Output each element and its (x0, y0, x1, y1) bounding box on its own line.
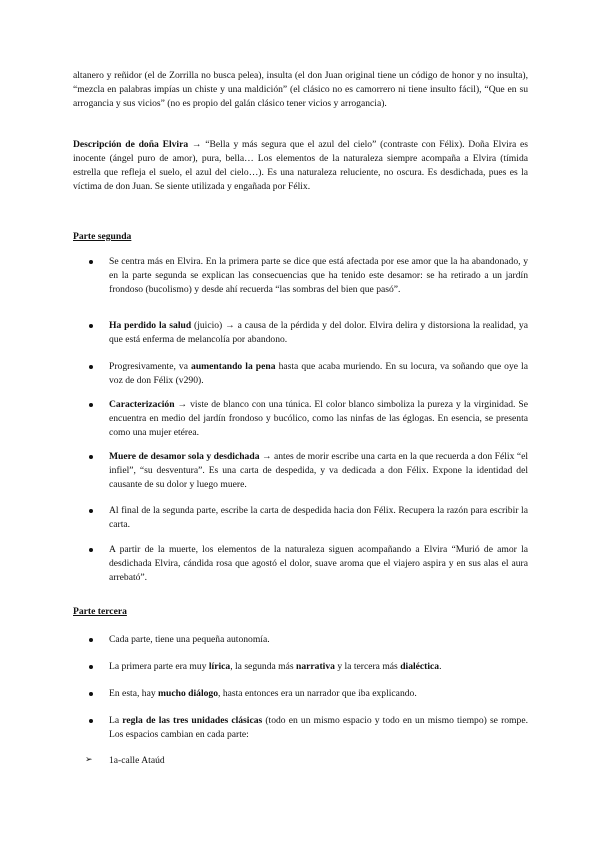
list-item (73, 360, 528, 388)
intro-text: altanero y reñidor (el de Zorrilla no busca pelea), insulta (el don Juan original tiene un código de honor y no insulta), “mezcla en palabras impías un chiste y una maldición” (el clásico no es camorrero ni tiene insulto fácil), “Que en su arrogancia y sus vicios” (no es propio del galán clásico tener vicios y arrogancia). (73, 70, 528, 109)
list-item (73, 714, 528, 742)
list-item (73, 504, 528, 532)
item-text: Al final de la segunda parte, escribe la carta de despedida hacia don Félix. Recupera la razón para escribir la carta. (109, 505, 528, 530)
elvira-label: Descripción de doña Elvira (73, 139, 189, 150)
list-item (73, 398, 528, 440)
item-text: hasta que acaba muriendo. En su locura, va soñando que oye la voz de don Félix (v290). (109, 361, 528, 386)
list-item (73, 660, 528, 674)
item-text: La primera parte era muy (109, 661, 209, 672)
item-bold: lírica (208, 661, 231, 672)
item-bold: aumentando la pena (191, 361, 276, 372)
bullet-icon (89, 403, 93, 407)
bullet-icon (89, 548, 93, 552)
item-text: 1a-calle Ataúd (109, 755, 165, 766)
item-text: , la segunda más (230, 661, 297, 672)
bullet-icon (89, 638, 93, 642)
bullet-icon (89, 692, 93, 696)
item-text: (juicio) → a causa de la pérdida y del dolor. Elvira delira y distorsiona la realidad, ya que está enferma de melancolía por abandono. (109, 320, 528, 345)
item-bold: regla de las tres unidades clásicas (122, 715, 263, 726)
arrow-bullet-icon: ➢ (85, 755, 93, 765)
bullet-icon (89, 509, 93, 513)
list-item (73, 255, 528, 297)
list-item (73, 633, 528, 647)
item-text: (todo en un mismo espacio y todo en un mismo tiempo) se rompe. Los espacios cambian en cada parte: (109, 715, 528, 740)
item-bold: narrativa (296, 661, 335, 672)
item-bold: Muere de desamor sola y desdichada (109, 451, 260, 462)
list-item (73, 450, 528, 492)
parte-segunda-heading: Parte segunda (73, 231, 132, 242)
intro-paragraph (73, 69, 528, 111)
item-text: En esta, hay (109, 688, 159, 699)
parte-tercera-heading: Parte tercera (73, 606, 127, 617)
item-text: → viste de blanco con una túnica. El color blanco simboliza la pureza y la virginidad. Se encuentra en medio del jardín frondoso y bucólico, como las ninfas de las églogas. En esencia, se presenta como una mujer etérea. (109, 399, 528, 438)
bullet-icon (89, 324, 93, 328)
elvira-text: → “Bella y más segura que el azul del cielo” (contraste con Félix). Doña Elvira es inocente (ángel puro de amor), pura, bella… Los elementos de la naturaleza siempre acompaña a Elvira (tímida estrella que refleja el suelo, el azul del cielo…). Es una naturaleza reluciente, no oscura. Es desdichada, pues es la víctima de don Juan. Se siente utilizada y engañada por Félix. (73, 139, 528, 192)
list-item (73, 319, 528, 347)
item-text: . (439, 661, 442, 672)
bullet-icon (89, 455, 93, 459)
item-text: La (109, 715, 123, 726)
item-bold: mucho diálogo (158, 688, 219, 699)
elvira-paragraph (73, 138, 528, 194)
list-item (73, 543, 528, 585)
item-text: , hasta entonces era un narrador que iba explicando. (218, 688, 417, 699)
item-text: Progresivamente, va (109, 361, 192, 372)
item-text: → antes de morir escribe una carta en la que recuerda a don Félix “el infiel”, “su desventura”. Es una carta de despedida, y va dedicada a don Félix. Expone la identidad del causante de su dolor y luego muere. (109, 451, 529, 490)
bullet-icon (89, 365, 93, 369)
item-bold: dialéctica (400, 661, 440, 672)
bullet-icon (89, 719, 93, 723)
item-text: Se centra más en Elvira. En la primera parte se dice que está afectada por ese amor que la ha abandonado, y en la parte segunda se explican las consecuencias que ha tenido este desamor: se ha retirado a un jardín frondoso (bucolismo) y desde ahí recuerda “las sombras del bien que pasó”. (109, 256, 528, 295)
bullet-icon (89, 260, 93, 264)
item-text: y la tercera más (334, 661, 401, 672)
item-bold: Ha perdido la salud (109, 320, 192, 331)
item-bold: Caracterización (109, 399, 175, 410)
arrow-list-item (73, 754, 528, 768)
list-item (73, 687, 528, 701)
item-text: Cada parte, tiene una pequeña autonomía. (109, 634, 270, 645)
bullet-icon (89, 665, 93, 669)
item-text: A partir de la muerte, los elementos de la naturaleza siguen acompañando a Elvira “Murió de amor la desdichada Elvira, cándida rosa que agostó el dolor, suave aroma que el viajero aspira y en sus alas el aura arrebató”. (109, 544, 528, 583)
